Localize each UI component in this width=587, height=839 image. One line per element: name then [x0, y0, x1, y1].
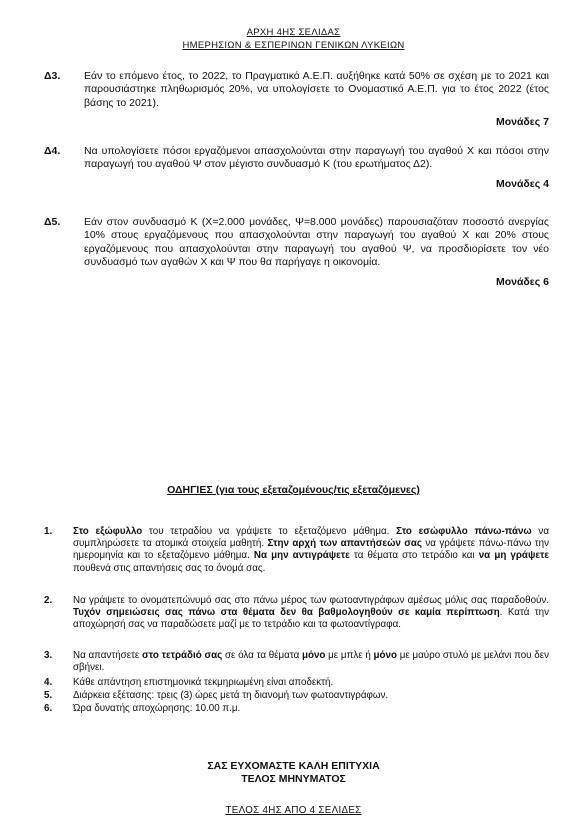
- instruction-text: Να γράψετε το ονοματεπώνυμό σας στο πάνω μέρος των φωτοαντιγράφων αμέσως μόλις σας παραδοθούν. Τυχόν σημειώσεις σας πάνω στα θέματα δεν θα βαθμολογηθούν σε καμία περίπτωση. Κατά την αποχώρησή σας να παραδώσετε μαζί με το τετράδιο και τα φωτοαντίγραφα.: [73, 595, 549, 631]
- instruction-item-5: [44, 690, 549, 702]
- closing-message: [0, 760, 587, 786]
- question-text: Εάν στον συνδυασμό Κ (Χ=2.000 μονάδες, Ψ=8.000 μονάδες) παρουσιαζόταν ποσοστό ανεργίας 10% στους εργαζόμενους που απασχολούνται στην παραγωγή του αγαθού Χ και 20% στους εργαζόμενους που απασχολούνται στην παραγωγή του αγαθού Ψ, να προσδιορίσετε τον νέο συνδυασμό των αγαθών Χ και Ψ που θα παρήγαγε η οικονομία.: [84, 216, 549, 269]
- instruction-item-6: [44, 703, 549, 715]
- school-type-label: ΗΜΕΡΗΣΙΩΝ & ΕΣΠΕΡΙΝΩΝ ΓΕΝΙΚΩΝ ΛΥΚΕΙΩΝ: [182, 40, 405, 51]
- page-start-label: ΑΡΧΗ 4ΗΣ ΣΕΛΙΔΑΣ: [246, 27, 341, 38]
- page-header: [0, 26, 587, 52]
- good-luck-text: ΣΑΣ ΕΥΧΟΜΑΣΤΕ ΚΑΛΗ ΕΠΙΤΥΧΙΑ: [207, 760, 380, 772]
- instruction-item-4: [44, 677, 549, 689]
- question-marks: Μονάδες 7: [495, 116, 549, 129]
- question-d4: [44, 145, 549, 191]
- instruction-text: Στο εξώφυλλο του τετραδίου να γράψετε το εξεταζόμενο μάθημα. Στο εσώφυλλο πάνω-πάνω να συμπληρώσετε τα ατομικά στοιχεία μαθητή. Στην αρχή των απαντήσεών σας να γράψετε πάνω-πάνω την ημερομηνία και το εξεταζόμενο μάθημα. Να μην αντιγράψετε τα θέματα στο τετράδιο και να μη γράψετε πουθενά στις απαντήσεις σας το όνομά σας.: [73, 526, 550, 574]
- end-of-message-text: ΤΕΛΟΣ ΜΗΝΥΜΑΤΟΣ: [241, 773, 346, 785]
- question-marks: Μονάδες 6: [495, 275, 549, 288]
- instruction-number: 4.: [44, 677, 53, 688]
- question-marks: Μονάδες 4: [495, 177, 549, 190]
- page-footer: ΤΕΛΟΣ 4ΗΣ ΑΠΟ 4 ΣΕΛΙΔΕΣ: [225, 805, 362, 816]
- question-d3: [44, 70, 549, 130]
- instruction-number: 1.: [44, 526, 53, 537]
- instructions-title: ΟΔΗΓΙΕΣ (για τους εξεταζομένους/τις εξεταζόμενες): [167, 484, 420, 496]
- instruction-text: Να απαντήσετε στο τετράδιό σας σε όλα τα θέματα μόνο με μπλε ή μόνο με μαύρο στυλό με μελάνι που δεν σβήνει.: [73, 650, 549, 674]
- question-number: Δ5.: [44, 216, 61, 228]
- instruction-text: Ώρα δυνατής αποχώρησης: 10.00 π.μ.: [73, 703, 241, 714]
- instruction-number: 2.: [44, 595, 53, 606]
- instruction-number: 6.: [44, 703, 53, 714]
- instruction-item-1: [44, 526, 549, 575]
- instruction-item-3: [44, 650, 549, 674]
- instruction-item-2: [44, 595, 549, 632]
- question-d5: [44, 216, 549, 289]
- instruction-number: 5.: [44, 690, 53, 701]
- question-text: Να υπολογίσετε πόσοι εργαζόμενοι απασχολούνται στην παραγωγή του αγαθού Χ και πόσοι στην παραγωγή του αγαθού Ψ στον μέγιστο συνδυασμό Κ (του ερωτήματος Δ2).: [84, 145, 549, 171]
- instruction-text: Κάθε απάντηση επιστημονικά τεκμηριωμένη είναι αποδεκτή.: [73, 677, 334, 688]
- instruction-number: 3.: [44, 650, 53, 661]
- question-number: Δ3.: [44, 70, 61, 82]
- instruction-text: Διάρκεια εξέτασης: τρεις (3) ώρες μετά τη διανομή των φωτοαντιγράφων.: [73, 690, 389, 701]
- question-number: Δ4.: [44, 145, 61, 157]
- question-text: Εάν το επόμενο έτος, το 2022, το Πραγματικό Α.Ε.Π. αυξήθηκε κατά 50% σε σχέση με το 2021 και παρουσιάστηκε πληθωρισμός 20%, να υπολογίσετε το Ονομαστικό Α.Ε.Π. για το έτος 2022 (έτος βάσης το 2021).: [84, 70, 549, 109]
